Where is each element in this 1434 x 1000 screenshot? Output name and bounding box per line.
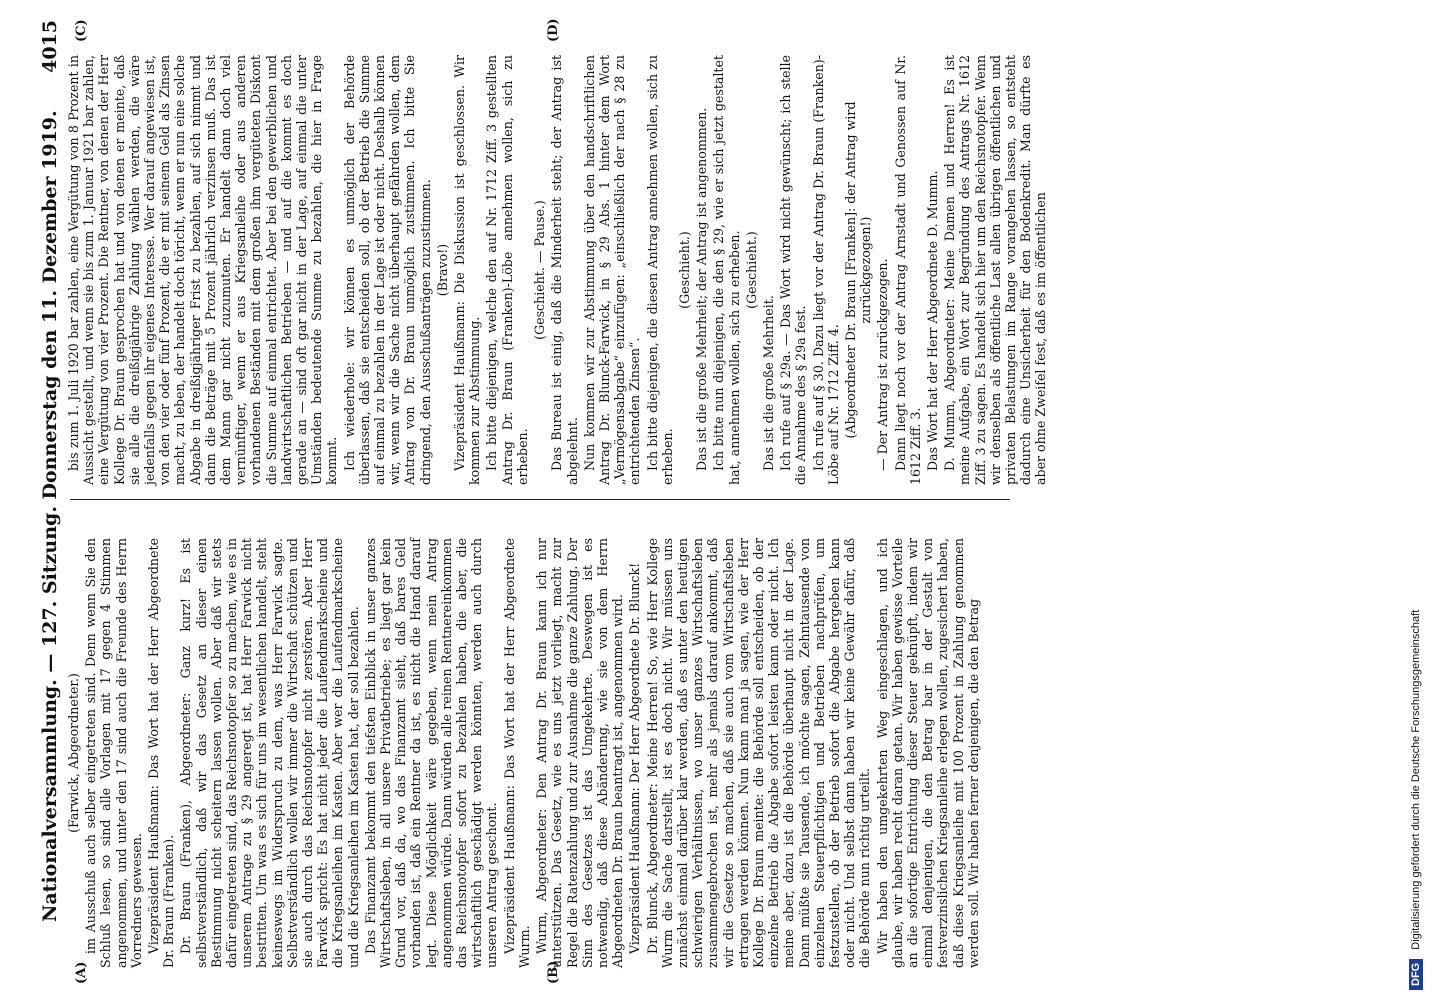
paragraph: Nun kommen wir zur Abstimmung über den handschriftlichen Antrag Dr. Blunck-Farwick, in § 29 Abs. 1 hinter dem Wort „Vermögensabgabe“ einzufügen: „einschließlich der nach § 28 zu entrichtenden Zinsen“. xyxy=(581,55,643,485)
paragraph: Das ist die große Mehrheit; der Antrag ist angenommen. xyxy=(694,107,710,471)
paragraph: bis zum 1. Juli 1920 bar zahlen, eine Vergütung von 8 Prozent in Aussicht gestellt, und wenn sie bis zum 1. Januar 1921 bar zahlen, eine Vergütung von vier Prozent. Die Rentner, von denen der Herr Kollege Dr. Braun gesprochen hat und von denen er meinte, daß sie alle die dreißigjährige Zahlung wählen werden, die wäre jedenfalls gegen ihr eigenes Interesse. Wer darauf angewiesen ist, von den vier oder fünf Prozent, die er mit seinem Geld als Zinsen macht, zu leben, der handelt doch töricht, wenn er nun eine solche Abgabe in dreißigjähriger Frist zu bezahlen, auf sich nimmt und dann die Beträge mit 5 Prozent jährlich verzinsen muß. Das ist dem Mann gar nicht zuzumuten. Er handelt dann doch viel vernünftiger, wenn er aus Kriegsanleihe oder aus anderen vorhandenen Beständen mit dem großen ihm vergüteten Diskont die Summe auf einmal entrichtet. Aber bei den gewerblichen und landwirtschaftlichen Betrieben — und auf die kommt es doch gerade an — sind oft gar nicht in der Lage, auf einmal die unter Umständen bedeutende Summe zu bezahlen, die hier in Frage kommt. xyxy=(66,55,340,485)
margin-mark-c: (C) xyxy=(74,19,89,42)
left-column xyxy=(66,538,983,968)
paragraph: Wurm, Abgeordneter: Den Antrag Dr. Braun kann ich nur unterstützen. Das Gesetz, wie es uns jetzt vorliegt, macht zur Regel die Ratenzahlung und zur Ausnahme die ganze Zahlung. Der Sinn des Gesetzes ist das Umgekehrte. Deswegen ist es notwendig, daß diese Abänderung, wie sie von dem Herrn Abgeordneten Dr. Braun beantragt ist, angenommen wird. xyxy=(534,538,626,968)
column-divider xyxy=(70,499,1010,500)
paragraph: Vizepräsident Haußmann: Das Wort hat der Herr Abgeordnete Dr. Braun (Franken). xyxy=(146,538,177,968)
footer xyxy=(1402,10,1430,990)
paragraph: D. Mumm, Abgeordneter: Meine Damen und Herren! Es ist meine Aufgabe, ein Wort zur Begründung des Antrags Nr. 1612 Ziff. 3 zu sagen. Es handelt sich hier um den Reichsnotopfer. Wenn wir denselben als öffentliche Last allen übrigen öffentlichen und privaten Belastungen im Range vorangehen lassen, so entsteht dadurch eine Unsicherheit für den Bodenkredit. Man dürfte es aber ohne Zweifel fest, daß es im öffentlichen xyxy=(942,55,1049,485)
paragraph: Dann liegt noch vor der Antrag Arnstadt und Genossen auf Nr. 1612 Ziff. 3. xyxy=(892,55,923,485)
paragraph: Vizepräsident Haußmann: Der Herr Abgeordnete Dr. Blunck! xyxy=(627,562,643,954)
paragraph: Ich rufe auf § 29a. — Das Wort wird nicht gewünscht; ich stelle die Annahme des § 29a fest. xyxy=(778,55,809,485)
paragraph: Das Finanzamt bekommt den tiefsten Einblick in unser ganzes Wirtschaftsleben, in all unsere Privatbetriebe; es liegt gar kein Grund vor, daß da, wo das Finanzamt sieht, daß bares Geld vorhanden ist, daß ein Rentner da ist, es nicht die Hand darauf legt. Diese Möglichkeit wäre gegeben, wenn mein Antrag angenommen würde. Dann würden alle reinen Rentnereinkommen das Reichsnotopfer sofort zu bezahlen haben, die aber, die wirtschaftlich geschädigt werden könnten, werden auch durch unseren Antrag geschont. xyxy=(362,538,500,968)
page-number: 4015 xyxy=(39,20,61,73)
paragraph: Das ist die große Mehrheit. xyxy=(760,295,776,471)
paragraph: Vizepräsident Haußmann: Die Diskussion ist geschlossen. Wir kommen zur Abstimmung. xyxy=(452,55,483,485)
paragraph: Das Wort hat der Herr Abgeordnete D. Mumm. xyxy=(924,170,940,471)
paragraph: Ich wiederhole: wir können es unmöglich der Behörde überlassen, daß sie entscheiden soll, ob der Betrieb die Summe auf einmal zu bezahlen in der Lage ist oder nicht. Deshalb können wir, wenn wir die Sache nicht überhaupt gefährden wollen, dem Antrag von Dr. Braun unmöglich zustimmen. Ich bitte Sie dringend, den Ausschußanträgen zuzustimmen. xyxy=(341,55,433,485)
margin-mark-d: (D) xyxy=(546,18,561,42)
paragraph: Dr. Braun (Franken), Abgeordneter: Ganz kurz! Es ist selbstverständlich, daß wir das Gesetz an dieser einen Bestimmung nicht scheitern lassen wollen. Aber daß wir stets dafür eingetreten sind, das Reichsnotopfer so zu machen, wie es in unserem Antrage zu § 29 angeregt ist, hat Herr Farwick nicht bestritten. Um was es sich für uns im wesentlichen handelt, steht keineswegs im Widerspruch zu dem, was Herr Farwick sagte. Selbstverständlich wollen wir immer die Wirtschaft schützen und sie auch durch das Reichsnotopfer nicht zerstören. Aber Herr Farwick spricht: Es hat nicht jeder die Laufendmarkscheine und die Kriegsanleihen im Kasten. Aber wer die Laufendmarkscheine und die Kriegsanleihen im Kasten hat, der soll bezahlen. xyxy=(178,538,361,968)
paragraph: (Geschieht. — Pause.) xyxy=(532,200,548,340)
paragraph: Dr. Blunck, Abgeordneter: Meine Herren! So, wie Herr Kollege Wurm die Sache darstellt, ist es doch nicht. Wir müssen uns zunächst einmal darüber klar werden, daß es unter den heutigen schwierigen Verhältnissen, wo unser ganzes Wirtschaftsleben zusammengebrochen ist, mehr als jemals darauf ankommt, daß wir die Gesetze so machen, daß sie auch vom Wirtschaftsleben ertragen werden können. Nun kann man ja sagen, wie der Herr Kollege Dr. Braun meinte: die Behörde soll entscheiden, ob der einzelne Betrieb die Abgabe sofort leisten kann oder nicht. Ich meine aber, dazu ist die Behörde überhaupt nicht in der Lage. Dann müßte sie Tausende, ich möchte sagen, Zehntausende von einzelnen Steuerpflichtigen und Betrieben nachprüfen, um festzustellen, ob der Betrieb sofort die Abgabe hergeben kann oder nicht. Und selbst dann haben wir keine Gewähr dafür, daß die Behörde nun richtig urteilt. xyxy=(644,538,873,968)
paragraph: (Geschieht.) xyxy=(743,231,759,309)
margin-mark-a: (A) xyxy=(74,961,89,984)
paragraph: Ich bitte diejenigen, die diesen Antrag annehmen wollen, sich zu erheben. xyxy=(644,55,675,485)
paragraph: (Farwick, Abgeordneter.) xyxy=(66,673,81,833)
paragraph: (Abgeordneter Dr. Braun [Franken]: der Antrag wird zurückgezogen!) xyxy=(842,101,874,439)
dfg-logo: DFG xyxy=(1409,959,1423,990)
paragraph: Das Bureau ist einig, daß die Minderheit steht; der Antrag ist abgelehnt. xyxy=(549,55,580,485)
scanned-page xyxy=(26,10,1404,990)
paragraph: Ich rufe auf § 30. Dazu liegt vor der Antrag Dr. Braun (Franken)-Löbe auf Nr. 1712 Ziff. 4. xyxy=(810,55,841,485)
margin-mark-b: (B) xyxy=(546,960,561,984)
header-title: Nationalversammlung. — 127. Sitzung. Donnerstag den 11. Dezember 1919. xyxy=(39,110,61,922)
paragraph: — Der Antrag ist zurückgezogen. xyxy=(875,258,891,471)
paragraph: Ich bitte nun diejenigen, die den § 29, wie er sich jetzt gestaltet hat, annehmen wollen, sich zu erheben. xyxy=(711,55,742,485)
paragraph: Ich bitte diejenigen, welche den auf Nr. 1712 Ziff. 3 gestellten Antrag Dr. Braun (Franken)-Löbe annehmen wollen, sich zu erheben. xyxy=(484,55,530,485)
paragraph: (Geschieht.) xyxy=(676,231,692,309)
paragraph: (Bravo!) xyxy=(434,243,450,297)
paragraph: im Ausschuß auch selber eingetreten sind. Denn wenn Sie den Schluß lesen, so sind alle Vorlagen mit 17 gegen 4 Stimmen angenommen, und unter den 17 sind auch die Freunde des Herrn Vorredners gewesen. xyxy=(83,538,144,968)
running-header xyxy=(34,20,66,962)
paragraph: Wir haben den umgekehrten Weg eingeschlagen, und ich glaube, wir haben recht daran getan. Wir haben gewisse Vorteile an die sofortige Entrichtung dieser Steuer geknüpft, indem wir einmal denjenigen, die den Betrag bar in der Gestalt von festverzinslichen Kriegsanleihe erlegen wollen, zugesichert haben, daß diese Kriegsanleihe mit 100 Prozent in Zahlung genommen werden soll. Wir haben ferner denjenigen, die den Betrag xyxy=(874,538,981,968)
footer-text: Digitalisierung gefördert durch die Deutsche Forschungsgemeinschaft xyxy=(1410,609,1422,950)
right-column xyxy=(66,55,1051,485)
paragraph: Vizepräsident Haußmann: Das Wort hat der Herr Abgeordnete Wurm. xyxy=(501,538,532,968)
